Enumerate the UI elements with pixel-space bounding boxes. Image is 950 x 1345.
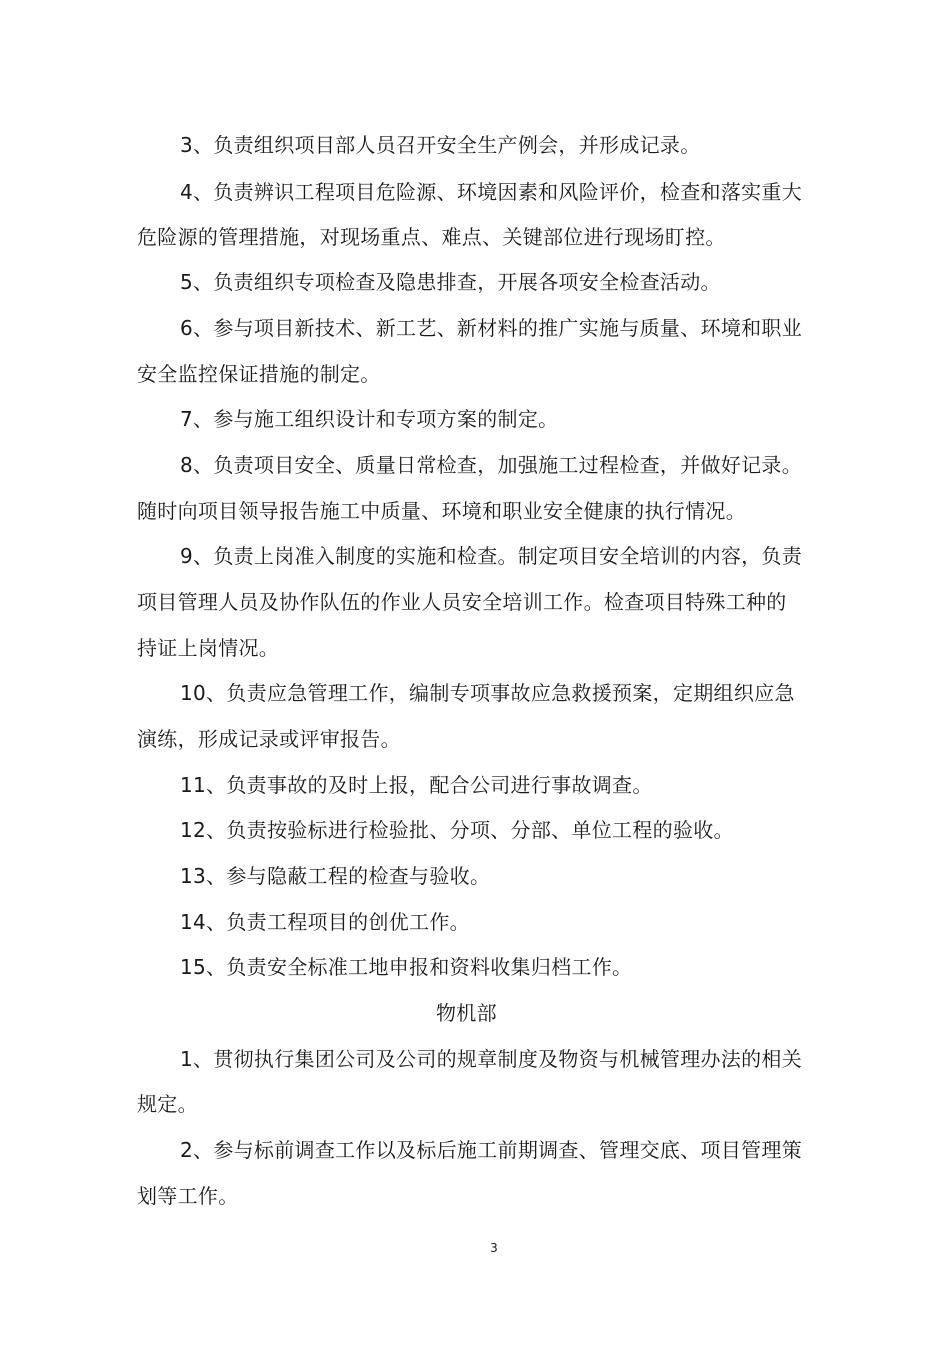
text-line: 11、负责事故的及时上报，配合公司进行事故调查。 [180,773,653,797]
text-line: 项目管理人员及协作队伍的作业人员安全培训工作。检查项目特殊工种的 [137,590,787,614]
text-line: 8、负责项目安全、质量日常检查，加强施工过程检查，并做好记录。 [180,453,803,477]
text-line: 规定。 [137,1092,198,1116]
text-line: 4、负责辨识工程项目危险源、环境因素和风险评价，检查和落实重大 [180,180,803,204]
text-line: 3、负责组织项目部人员召开安全生产例会，并形成记录。 [180,133,701,157]
section-heading: 物机部 [436,1001,497,1025]
text-line: 2、参与标前调查工作以及标后施工前期调查、管理交底、项目管理策 [180,1138,803,1162]
text-line: 14、负责工程项目的创优工作。 [180,910,470,934]
text-line: 12、负责按验标进行检验批、分项、分部、单位工程的验收。 [180,818,734,842]
page-number: 3 [490,1241,498,1255]
text-line: 持证上岗情况。 [137,636,280,660]
text-line: 15、负责安全标准工地申报和资料收集归档工作。 [180,955,633,979]
text-line: 演练，形成记录或评审报告。 [137,727,401,751]
text-line: 10、负责应急管理工作，编制专项事故应急救援预案，定期组织应急 [180,681,795,705]
text-line: 安全监控保证措施的制定。 [137,362,381,386]
text-line: 7、参与施工组织设计和专项方案的制定。 [180,407,559,431]
text-line: 5、负责组织专项检查及隐患排查，开展各项安全检查活动。 [180,270,721,294]
text-line: 9、负责上岗准入制度的实施和检查。制定项目安全培训的内容，负责 [180,544,803,568]
text-line: 划等工作。 [137,1184,239,1208]
text-line: 6、参与项目新技术、新工艺、新材料的推广实施与质量、环境和职业 [180,316,803,340]
text-line: 随时向项目领导报告施工中质量、环境和职业安全健康的执行情况。 [137,499,746,523]
text-line: 危险源的管理措施，对现场重点、难点、关键部位进行现场盯控。 [137,225,726,249]
text-line: 13、参与隐蔽工程的检查与验收。 [180,864,491,888]
text-line: 1、贯彻执行集团公司及公司的规章制度及物资与机械管理办法的相关 [180,1047,803,1071]
